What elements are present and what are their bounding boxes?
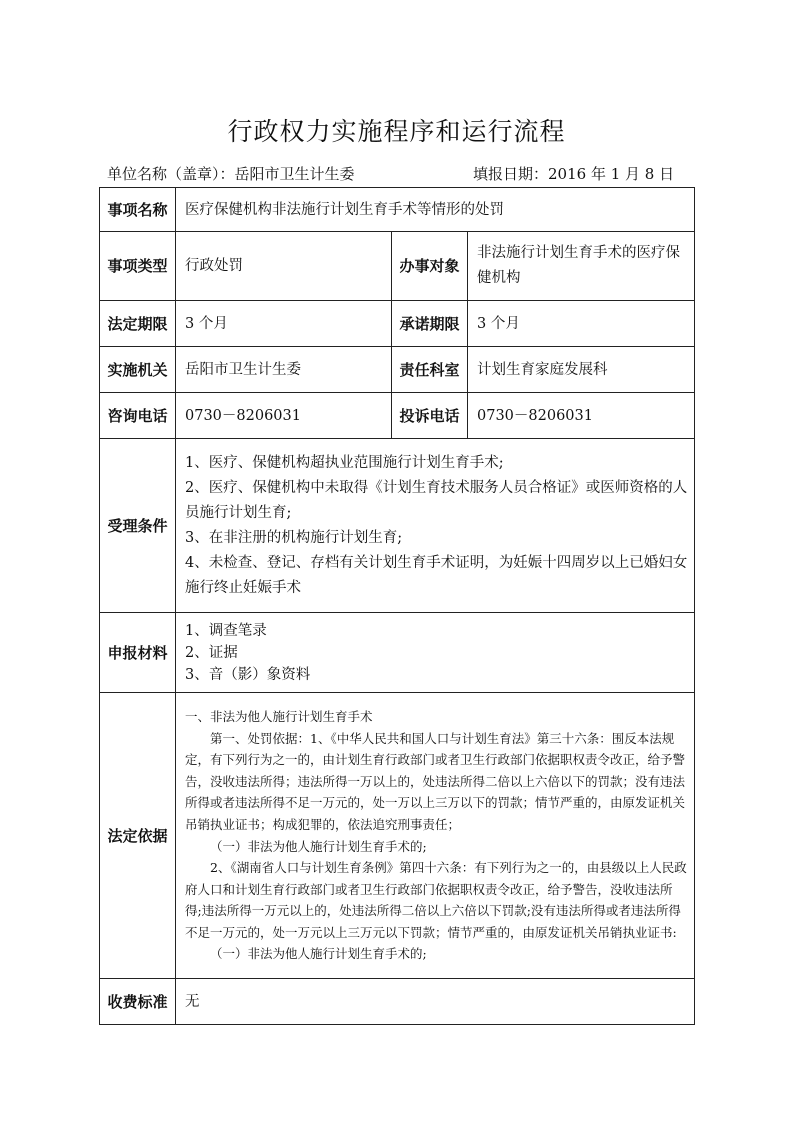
legal-basis-paragraph: 第一、处罚依据：1、《中华人民共和国人口与计划生育法》第三十六条：围反本法规定，有下列行为之一的，由计划生育行政部门或者卫生行政部门依据职权责令改正，给予警告，没收违法所得；违法所得一万以上的，处违法所得二倍以上六倍以下的罚款；没有违法所得或者违法所得不足一万元的，处一万以上三万以下的罚款；情节严重的，由原发证机关吊销执业证书；构成犯罪的，依法追究刑事责任； xyxy=(185,730,686,832)
material-item: 1、调查笔录 xyxy=(185,622,267,639)
legal-period-value: 3 个月 xyxy=(176,301,392,347)
materials-label: 申报材料 xyxy=(100,613,176,693)
row-legal-basis xyxy=(100,693,695,979)
row-item-name xyxy=(100,188,695,232)
legal-basis-paragraph: 2、《湖南省人口与计划生育条例》第四十六条：有下列行为之一的，由县级以上人民政府人口和计划生育行政部门或者卫生行政部门依据职权责令改正，给予警告，没收违法所得;违法所得一万元以上的，处违法所得二倍以上六倍以下罚款;没有违法所得或者违法所得不足一万元的，处一万元以上三万元以下罚款；情节严重的，由原发证机关吊销执业证书: xyxy=(185,860,687,940)
item-type-label: 事项类型 xyxy=(100,232,176,301)
row-item-type xyxy=(100,232,695,301)
complaint-phone-value: 0730－8206031 xyxy=(468,393,695,439)
legal-period-label: 法定期限 xyxy=(100,301,176,347)
info-table xyxy=(99,187,695,1025)
row-period xyxy=(100,301,695,347)
legal-basis-paragraph: （一）非法为他人施行计划生育手术的; xyxy=(210,946,427,962)
target-label: 办事对象 xyxy=(392,232,468,301)
conditions-list xyxy=(176,439,695,613)
row-phone xyxy=(100,393,695,439)
legal-basis-heading: 一、非法为他人施行计划生育手术 xyxy=(185,708,373,724)
condition-item: 1、医疗、保健机构超执业范围施行计划生育手术; xyxy=(185,454,504,471)
fees-label: 收费标准 xyxy=(100,979,176,1025)
fees-value: 无 xyxy=(176,979,695,1025)
materials-list xyxy=(176,613,695,693)
promise-period-label: 承诺期限 xyxy=(392,301,468,347)
material-item: 2、证据 xyxy=(185,644,238,661)
row-agency xyxy=(100,347,695,393)
fill-date-line: 填报日期：2016 年 1 月 8 日 xyxy=(473,165,675,183)
department-value: 计划生育家庭发展科 xyxy=(468,347,695,393)
complaint-phone-label: 投诉电话 xyxy=(392,393,468,439)
condition-item: 3、在非注册的机构施行计划生育; xyxy=(185,529,403,546)
item-type-value: 行政处罚 xyxy=(176,232,392,301)
row-materials xyxy=(100,613,695,693)
agency-value: 岳阳市卫生计生委 xyxy=(176,347,392,393)
legal-basis-text xyxy=(176,693,695,979)
row-fees xyxy=(100,979,695,1025)
unit-name-line: 单位名称（盖章）：岳阳市卫生计生委 xyxy=(107,165,355,183)
legal-basis-paragraph: （一）非法为他人施行计划生育手术的; xyxy=(210,838,427,854)
promise-period-value: 3 个月 xyxy=(468,301,695,347)
department-label: 责任科室 xyxy=(392,347,468,393)
agency-label: 实施机关 xyxy=(100,347,176,393)
conditions-label: 受理条件 xyxy=(100,439,176,613)
condition-item: 2、医疗、保健机构中未取得《计划生育技术服务人员合格证》或医师资格的人员施行计划生育; xyxy=(185,479,688,521)
material-item: 3、音（影）象资料 xyxy=(185,666,311,683)
consult-phone-value: 0730－8206031 xyxy=(176,393,392,439)
row-conditions xyxy=(100,439,695,613)
item-name-value: 医疗保健机构非法施行计划生育手术等情形的处罚 xyxy=(176,188,695,232)
legal-basis-label: 法定依据 xyxy=(100,693,176,979)
condition-item: 4、未检查、登记、存档有关计划生育手术证明，为妊娠十四周岁以上已婚妇女施行终止妊娠手术 xyxy=(185,554,688,596)
page-title: 行政权力实施程序和运行流程 xyxy=(227,117,566,146)
target-value: 非法施行计划生育手术的医疗保健机构 xyxy=(468,232,695,301)
consult-phone-label: 咨询电话 xyxy=(100,393,176,439)
item-name-label: 事项名称 xyxy=(100,188,176,232)
